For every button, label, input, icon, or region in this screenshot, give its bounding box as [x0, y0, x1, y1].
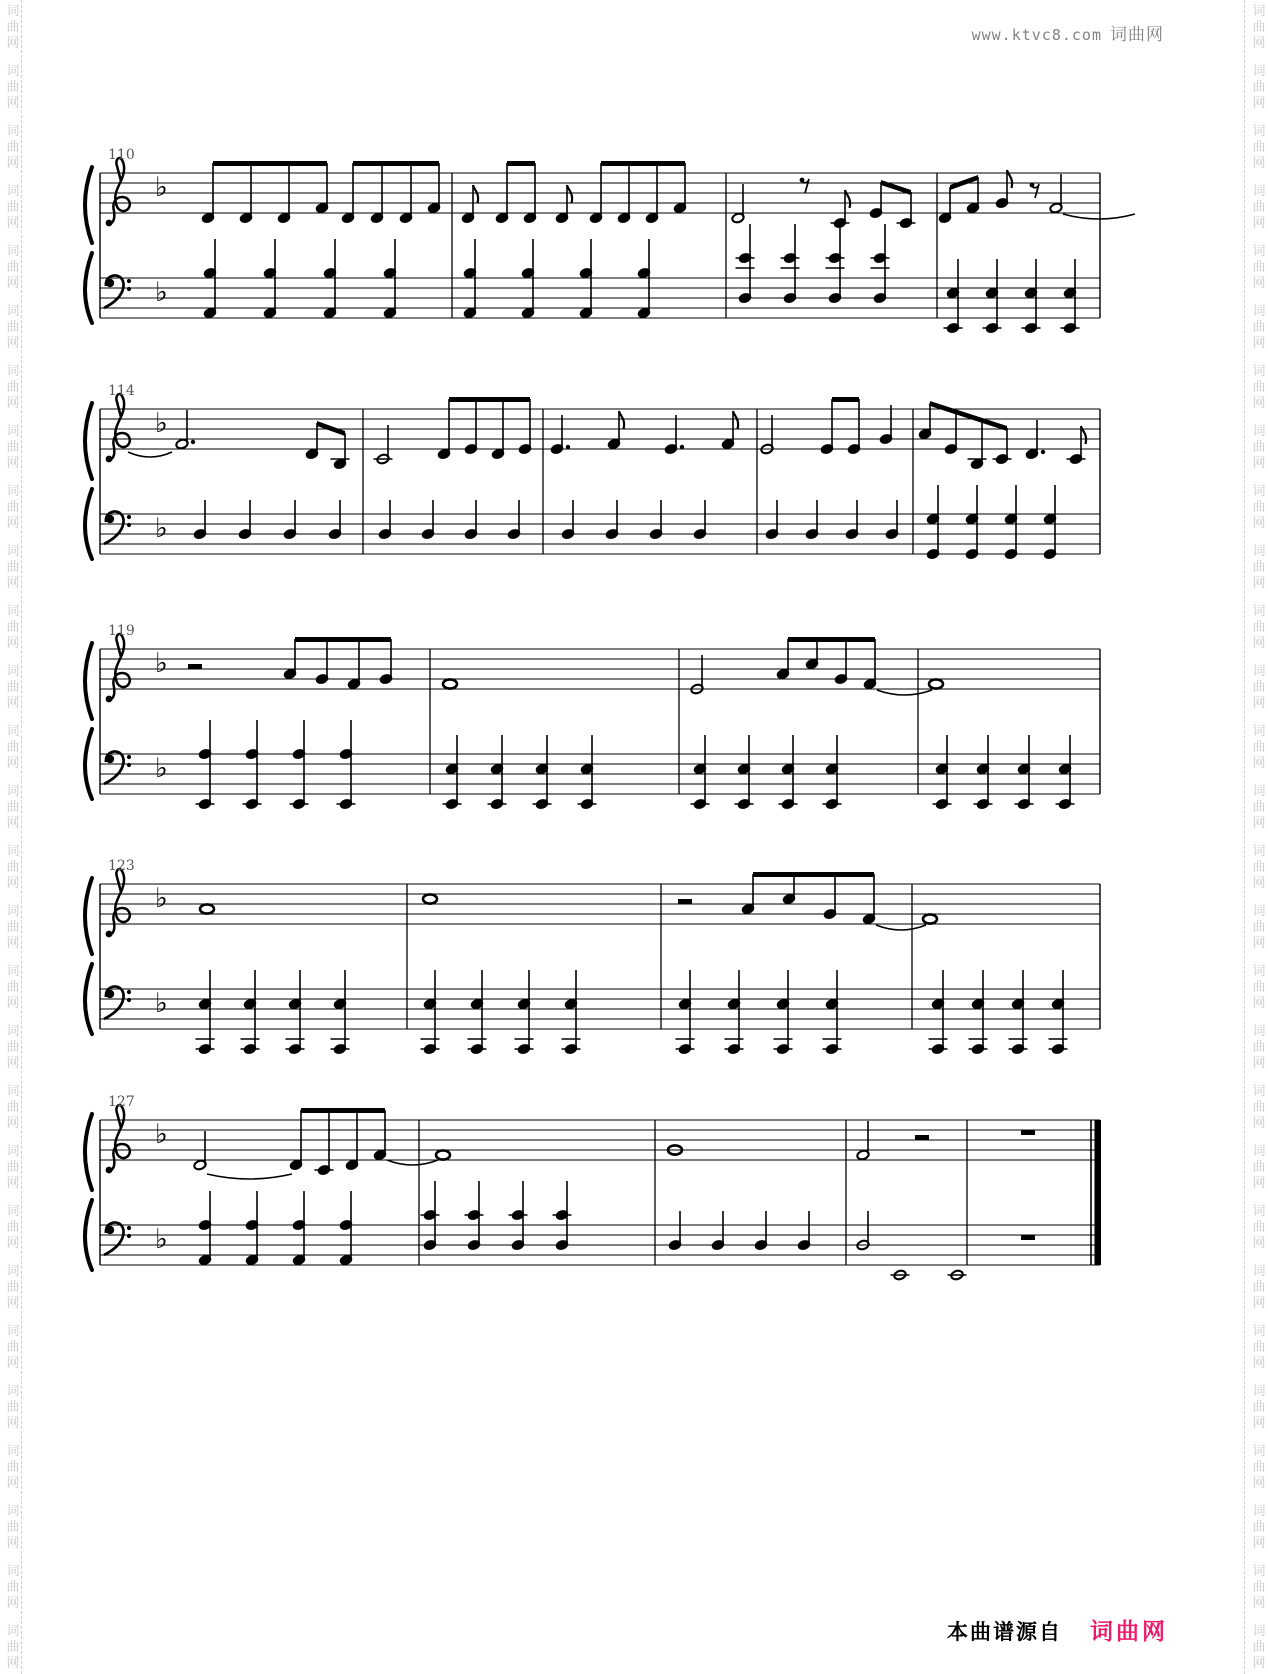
key-signature-flat: ♭	[155, 753, 168, 784]
watermark-char: 词	[1252, 4, 1266, 19]
watermark-char: 词	[1252, 424, 1266, 439]
bass-clef-icon	[104, 275, 124, 308]
watermark-char: 曲	[6, 500, 20, 515]
watermark-char: 网	[1252, 36, 1266, 51]
watermark-char: 曲	[1252, 680, 1266, 695]
watermark-char: 曲	[6, 620, 20, 635]
watermark-char: 曲	[6, 320, 20, 335]
watermark-char: 曲	[1252, 80, 1266, 95]
watermark-char: 网	[1252, 996, 1266, 1011]
watermark-char: 曲	[6, 140, 20, 155]
watermark-char: 词	[6, 724, 20, 739]
watermark-char: 网	[6, 876, 20, 891]
treble-clef-icon	[109, 394, 130, 460]
watermark-char: 曲	[1252, 1160, 1266, 1175]
watermark-char: 词	[1252, 1444, 1266, 1459]
watermark-char: 网	[6, 336, 20, 351]
watermark-char: 曲	[1252, 440, 1266, 455]
watermark-char: 网	[1252, 276, 1266, 291]
watermark-char: 曲	[1252, 1520, 1266, 1535]
watermark-char: 网	[6, 156, 20, 171]
watermark-char: 网	[1252, 516, 1266, 531]
watermark-char: 曲	[1252, 200, 1266, 215]
key-signature-flat: ♭	[155, 513, 168, 544]
watermark-char: 曲	[6, 1220, 20, 1235]
watermark-char: 词	[1252, 124, 1266, 139]
watermark-char: 网	[1252, 876, 1266, 891]
watermark-char: 曲	[6, 1280, 20, 1295]
system-127	[85, 1094, 1101, 1281]
watermark-char: 词	[1252, 484, 1266, 499]
watermark-char: 网	[1252, 1116, 1266, 1131]
watermark-char: 词	[1252, 64, 1266, 79]
watermark-char: 词	[6, 604, 20, 619]
watermark-char: 曲	[1252, 1040, 1266, 1055]
watermark-char: 词	[1252, 604, 1266, 619]
watermark-char: 网	[1252, 1236, 1266, 1251]
watermark-char: 网	[6, 516, 20, 531]
watermark-char: 曲	[6, 980, 20, 995]
watermark-char: 网	[6, 1176, 20, 1191]
watermark-char: 网	[1252, 396, 1266, 411]
watermark-char: 词	[6, 184, 20, 199]
measure-number: 110	[108, 147, 135, 163]
watermark-char: 词	[1252, 964, 1266, 979]
watermark-char: 网	[6, 396, 20, 411]
watermark-char: 曲	[1252, 1460, 1266, 1475]
key-signature-flat: ♭	[155, 172, 168, 203]
watermark-char: 网	[1252, 1596, 1266, 1611]
watermark-char: 曲	[6, 1400, 20, 1415]
watermark-char: 曲	[6, 20, 20, 35]
watermark-char: 词	[1252, 244, 1266, 259]
watermark-char: 词	[6, 124, 20, 139]
grand-staff-brace	[85, 403, 92, 559]
treble-clef-icon	[109, 1105, 130, 1171]
measure-number: 123	[108, 858, 135, 874]
watermark-char: 网	[6, 1656, 20, 1671]
watermark-char: 曲	[6, 740, 20, 755]
system-110	[85, 147, 1135, 334]
watermark-char: 网	[6, 756, 20, 771]
watermark-char: 词	[6, 1384, 20, 1399]
watermark-char: 曲	[6, 380, 20, 395]
watermark-char: 词	[1252, 724, 1266, 739]
watermark-char: 曲	[6, 860, 20, 875]
watermark-char: 词	[1252, 1564, 1266, 1579]
watermark-char: 网	[6, 1536, 20, 1551]
watermark-char: 曲	[6, 1520, 20, 1535]
watermark-char: 词	[1252, 1204, 1266, 1219]
watermark-char: 词	[1252, 844, 1266, 859]
watermark-char: 词	[1252, 544, 1266, 559]
watermark-char: 网	[6, 96, 20, 111]
watermark-char: 网	[1252, 936, 1266, 951]
watermark-char: 曲	[6, 1100, 20, 1115]
measure-number: 114	[108, 383, 135, 399]
footer-site-name[interactable]: 词曲网	[1090, 1619, 1168, 1645]
watermark-char: 词	[1252, 1084, 1266, 1099]
grand-staff-brace	[85, 1114, 92, 1270]
watermark-char: 曲	[6, 200, 20, 215]
watermark-char: 网	[6, 216, 20, 231]
watermark-char: 曲	[1252, 140, 1266, 155]
watermark-char: 词	[6, 424, 20, 439]
watermark-char: 词	[6, 1144, 20, 1159]
watermark-char: 网	[6, 636, 20, 651]
watermark-char: 网	[1252, 1296, 1266, 1311]
system-114	[85, 383, 1100, 560]
watermark-char: 曲	[6, 680, 20, 695]
watermark-char: 词	[6, 64, 20, 79]
watermark-char: 网	[1252, 1476, 1266, 1491]
watermark-char: 网	[1252, 336, 1266, 351]
watermark-char: 网	[1252, 1056, 1266, 1071]
watermark-char: 词	[6, 1264, 20, 1279]
watermark-char: 词	[6, 904, 20, 919]
watermark-char: 曲	[6, 1160, 20, 1175]
watermark-char: 词	[1252, 304, 1266, 319]
measure-number: 127	[108, 1094, 135, 1110]
watermark-char: 词	[6, 544, 20, 559]
watermark-char: 曲	[6, 1040, 20, 1055]
watermark-char: 词	[1252, 1024, 1266, 1039]
watermark-char: 网	[1252, 636, 1266, 651]
grand-staff-brace	[85, 167, 92, 323]
watermark-char: 曲	[1252, 740, 1266, 755]
key-signature-flat: ♭	[155, 883, 168, 914]
watermark-char: 词	[1252, 1504, 1266, 1519]
watermark-char: 曲	[1252, 620, 1266, 635]
watermark-char: 曲	[6, 260, 20, 275]
grand-staff-brace	[85, 643, 92, 799]
watermark-char: 词	[6, 4, 20, 19]
watermark-char: 词	[1252, 184, 1266, 199]
watermark-char: 词	[6, 1024, 20, 1039]
key-signature-flat: ♭	[155, 1119, 168, 1150]
watermark-char: 词	[6, 784, 20, 799]
bass-clef-icon	[104, 1222, 124, 1255]
watermark-char: 网	[1252, 1416, 1266, 1431]
watermark-char: 词	[6, 1204, 20, 1219]
watermark-char: 曲	[1252, 1340, 1266, 1355]
watermark-char: 词	[6, 964, 20, 979]
site-name: 词曲网	[1110, 25, 1164, 45]
bass-clef-icon	[104, 511, 124, 544]
watermark-char: 词	[6, 304, 20, 319]
watermark-char: 曲	[1252, 1400, 1266, 1415]
grand-staff-brace	[85, 878, 92, 1034]
watermark-char: 网	[6, 1116, 20, 1131]
watermark-char: 网	[6, 576, 20, 591]
watermark-char: 网	[1252, 156, 1266, 171]
key-signature-flat: ♭	[155, 1224, 168, 1255]
key-signature-flat: ♭	[155, 988, 168, 1019]
watermark-char: 曲	[6, 1580, 20, 1595]
watermark-char: 词	[6, 664, 20, 679]
watermark-char: 网	[6, 1416, 20, 1431]
watermark-char: 词	[6, 364, 20, 379]
watermark-char: 网	[6, 1056, 20, 1071]
watermark-char: 曲	[1252, 980, 1266, 995]
page-footer	[947, 1613, 1168, 1646]
watermark-char: 词	[6, 844, 20, 859]
treble-clef-icon	[109, 158, 130, 224]
watermark-char: 词	[1252, 1384, 1266, 1399]
watermark-char: 曲	[6, 1640, 20, 1655]
watermark-char: 词	[1252, 364, 1266, 379]
site-url: www.ktvc8.com	[971, 26, 1102, 44]
watermark-char: 曲	[6, 800, 20, 815]
watermark-char: 词	[6, 1504, 20, 1519]
watermark-char: 曲	[6, 920, 20, 935]
key-signature-flat: ♭	[155, 408, 168, 439]
watermark-char: 词	[6, 484, 20, 499]
watermark-char: 网	[6, 1596, 20, 1611]
key-signature-flat: ♭	[155, 648, 168, 679]
watermark-char: 曲	[1252, 1280, 1266, 1295]
watermark-char: 曲	[1252, 500, 1266, 515]
watermark-char: 曲	[6, 80, 20, 95]
watermark-char: 曲	[1252, 1640, 1266, 1655]
watermark-char: 网	[6, 1296, 20, 1311]
watermark-char: 网	[6, 1236, 20, 1251]
measure-number: 119	[108, 623, 135, 639]
watermark-char: 曲	[1252, 860, 1266, 875]
key-signature-flat: ♭	[155, 277, 168, 308]
final-barline	[1095, 1120, 1102, 1265]
bass-clef-icon	[104, 751, 124, 784]
watermark-char: 词	[1252, 1264, 1266, 1279]
watermark-char: 词	[6, 1624, 20, 1639]
watermark-char: 网	[1252, 216, 1266, 231]
watermark-char: 曲	[1252, 1100, 1266, 1115]
watermark-char: 曲	[6, 1340, 20, 1355]
watermark-char: 曲	[1252, 560, 1266, 575]
watermark-char: 网	[6, 276, 20, 291]
treble-clef-icon	[109, 869, 130, 935]
watermark-char: 曲	[6, 560, 20, 575]
watermark-char: 网	[1252, 756, 1266, 771]
watermark-char: 曲	[1252, 380, 1266, 395]
watermark-char: 曲	[1252, 320, 1266, 335]
watermark-char: 网	[1252, 96, 1266, 111]
watermark-char: 词	[1252, 1624, 1266, 1639]
watermark-char: 网	[6, 1356, 20, 1371]
system-123	[85, 858, 1100, 1055]
watermark-char: 网	[6, 696, 20, 711]
watermark-char: 网	[1252, 1536, 1266, 1551]
watermark-char: 词	[6, 1324, 20, 1339]
watermark-char: 词	[1252, 784, 1266, 799]
bass-clef-icon	[104, 986, 124, 1019]
watermark-char: 网	[6, 816, 20, 831]
watermark-char: 曲	[1252, 1220, 1266, 1235]
watermark-char: 网	[1252, 816, 1266, 831]
watermark-char: 网	[1252, 456, 1266, 471]
watermark-char: 网	[1252, 696, 1266, 711]
watermark-char: 网	[1252, 576, 1266, 591]
watermark-char: 曲	[1252, 20, 1266, 35]
watermark-char: 词	[1252, 1324, 1266, 1339]
watermark-char: 词	[6, 1564, 20, 1579]
watermark-char: 曲	[1252, 920, 1266, 935]
watermark-char: 曲	[1252, 800, 1266, 815]
watermark-char: 网	[1252, 1356, 1266, 1371]
system-119	[85, 623, 1100, 810]
watermark-char: 词	[1252, 664, 1266, 679]
watermark-char: 网	[6, 996, 20, 1011]
source-text: 本曲谱源自	[947, 1620, 1062, 1644]
watermark-char: 网	[6, 936, 20, 951]
watermark-char: 网	[1252, 1656, 1266, 1671]
watermark-char: 网	[6, 456, 20, 471]
watermark-char: 词	[1252, 904, 1266, 919]
watermark-char: 曲	[1252, 1580, 1266, 1595]
watermark-char: 曲	[6, 1460, 20, 1475]
watermark-char: 曲	[1252, 260, 1266, 275]
watermark-char: 词	[6, 1444, 20, 1459]
watermark-char: 网	[6, 36, 20, 51]
watermark-char: 词	[6, 1084, 20, 1099]
watermark-char: 词	[6, 244, 20, 259]
treble-clef-icon	[109, 634, 130, 700]
watermark-char: 曲	[6, 440, 20, 455]
watermark-char: 网	[1252, 1176, 1266, 1191]
watermark-char: 词	[1252, 1144, 1266, 1159]
watermark-char: 网	[6, 1476, 20, 1491]
